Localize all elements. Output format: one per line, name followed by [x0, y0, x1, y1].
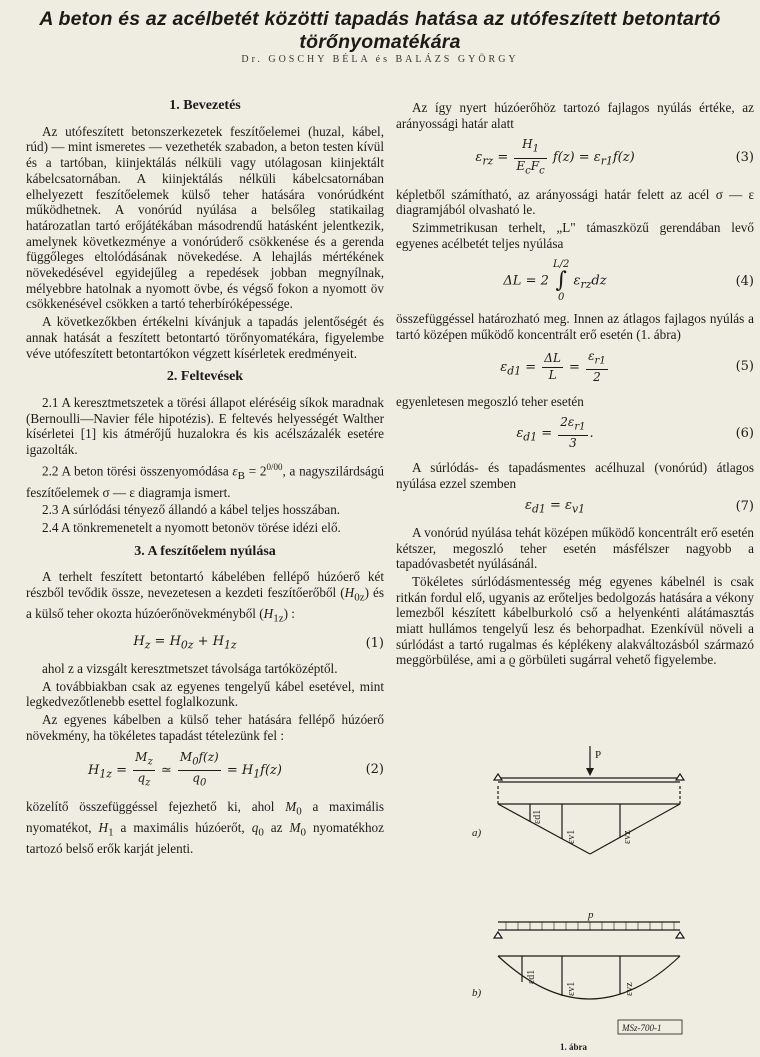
- paragraph: egyenletesen megoszló teher esetén: [396, 393, 584, 409]
- right-column: [396, 100, 754, 670]
- article-title: [0, 8, 760, 54]
- equation-number: (6): [735, 425, 754, 441]
- paragraph: Az utófeszített betonszerkezetek feszítőelemei (huzal, kábel, rúd) — mint ismeretes — vezetheték szabadon, a beton testen kívül és a tartóban, kiinjektálás nélküli vagy utólagosan kiinjektált kábelcsatornában. A kiinjektálás nélküli kábelcsatornában elhelyezett feszítőelemek külső teher hatására vonórúdként működhetnek. A vonórúd nyúlása a belsőleg statikailag határozatlan tartó erőjátékában másodrendű hatásként jelentkezik, amelynek következménye a vonórúderő csökkenése és a gerenda függőleges eltolódásának növekedése. A lehajlás mértékének növekedésével egyidejűleg a repedések jobban megnyílnak, mélyebbre hatolnak a nyomott övbe, és végső fokon a nyomott öv csökkenésével csökken a tartó teherbíróképessége.: [26, 123, 384, 312]
- paragraph: Szimmetrikusan terhelt, „L" támaszközű gerendában levő egyenes acélbetét teljes nyúlása: [396, 220, 754, 251]
- support-left-icon: [494, 774, 502, 780]
- paragraph: A következőkben értékelni kívánjuk a tapadás jelentőségét és annak hatását a feszített betontartó törőnyomatékára, figyelembe véve utófeszített betontartókon végzett kísérletek eredményeit.: [26, 314, 384, 361]
- label-eps-v1-b: εv1: [566, 981, 577, 996]
- equation-4: ΔL = 2 L/2 ∫ 0 $\varepsilon_{rz}dz$ (4): [503, 259, 754, 304]
- equation-number: (4): [735, 273, 754, 289]
- label-eps-d1: εd1: [532, 809, 543, 824]
- equation-1: $H_z = H_{0z} + H_{1z}$ (1): [133, 633, 384, 652]
- assumption-2-2: 2.2 A beton törési összenyomódása $\varepsilon_B = 2^{0/00}$, a nagyszilárdságú feszítőelemek σ — ε diagramja ismert.: [26, 461, 385, 500]
- left-column: [26, 96, 384, 859]
- paragraph: A vonórúd nyúlása tehát középen működő koncentrált erő esetén kétszer, megoszló teher esetén másfélszer nagyobb a tapadóvasbetét nyúlásánál.: [396, 524, 754, 572]
- section-heading-elongation: 3. A feszítőelem nyúlása: [134, 543, 276, 559]
- assumption-2-3: 2.3 A súrlódási tényező állandó a kábel teljes hosszában.: [42, 502, 341, 518]
- equation-6: $\varepsilon_{d1}$ = $\frac{2\varepsilon_{r1}}{3}$ . (6): [516, 415, 754, 451]
- authors: Dr. GOSCHY BÉLA és BALÁZS GYÖRGY: [241, 54, 519, 65]
- label-eps-vz-b: εvz: [624, 982, 635, 996]
- paragraph: Tökéletes súrlódásmentesség még egyenes kábelnél is csak ritkán fordul elő, ugyanis az erőteljes bedolgozás hatására a vékony lemezből készített kábelburkoló cső a helyenkénti alátámasztás miatt hullámos tengelyű lesz és behorpadhat. Ezenkívül növeli a súrlódást a tartó rugalmas és képlékeny alakváltozásból származó meggörbülése, ami a ϱ görbületi sugárral vehető figyelembe.: [396, 573, 754, 668]
- equation-number: (5): [735, 359, 754, 375]
- load-arrow-head: [586, 768, 594, 776]
- section-heading-introduction: 1. Bevezetés: [169, 98, 241, 113]
- label-eps-vz: εvz: [622, 830, 633, 844]
- title-line-1: A beton és az acélbetét közötti tapadás hatása az utófeszített betontartó: [39, 8, 721, 30]
- stamp-text: MSz-700-1: [622, 1023, 662, 1033]
- equation-5: $\varepsilon_{d1}$ = $\frac{\Delta L}{L}$ = $\frac{\varepsilon_{r1}}{2}$ (5): [500, 348, 754, 384]
- label-p: p: [588, 909, 594, 921]
- equation-2: $H_{1z}$ = $\frac{M_z}{q_z}$ ≃ $\frac{M_0f(z)}{q_0}$ = $H_1f(z)$ (2): [88, 749, 384, 788]
- equation-7: $\varepsilon_{d1} = \varepsilon_{v1}$ (7): [525, 497, 754, 516]
- equation-number: (1): [365, 635, 384, 651]
- assumption-2-1: 2.1 A keresztmetszetek a törési állapot eléréséig síkok maradnak (Bernoulli—Navier féle hipotézis). E feltevés helyességét Walther kísérletei [1] kis átmérőjű huzalokra és kis acélszázalék esetére igazolták.: [26, 394, 384, 458]
- equation-number: (2): [365, 762, 384, 778]
- paragraph: A súrlódás- és tapadásmentes acélhuzal (vonórúd) átlagos nyúlása ezzel szemben: [396, 460, 754, 491]
- paragraph: Az így nyert húzóerőhöz tartozó fajlagos nyúlás értéke, az arányossági határ alatt: [396, 100, 754, 131]
- support-left-icon: [494, 932, 502, 938]
- paragraph: A továbbiakban csak az egyenes tengelyű kábel esetével, mint legkedvezőtlenebb esettel foglalkozunk.: [26, 678, 384, 710]
- paragraph: Az egyenes kábelben a külső teher hatására fellépő húzóerő növekmény, ha tökéletes tapadást tételezünk fel :: [26, 712, 384, 743]
- diagram-a-right: [590, 804, 680, 854]
- diagram-a-left: [498, 804, 590, 854]
- equation-number: (7): [735, 499, 754, 515]
- paragraph: A terhelt feszített betontartó kábelében fellépő húzóerő két részből tevődik össze, nevezetesen a kezdeti feszítőerőből $(H_{0z})$ és a külső teher okozta húzóerőnövekményből $(H_{1z})$ :: [26, 569, 384, 625]
- title-line-2: törőnyomatékára: [299, 31, 461, 53]
- label-eps-d1-b: εd1: [526, 969, 537, 984]
- equation-number: (3): [735, 150, 754, 166]
- figure-1: [470, 744, 695, 1054]
- paragraph: összefüggéssel határozható meg. Innen az átlagos fajlagos nyúlás a tartó középen működő koncentrált erő esetén (1. ábra): [396, 311, 754, 343]
- paragraph: ahol z a vizsgált keresztmetszet távolsága tartóközéptől.: [42, 661, 338, 676]
- section-heading-assumptions: 2. Feltevések: [166, 369, 244, 385]
- figure-caption: 1. ábra: [560, 1042, 587, 1052]
- assumption-2-4: 2.4 A tönkremenetelt a nyomott betonöv törése idézi elő.: [42, 519, 341, 535]
- label-eps-v1: εv1: [566, 829, 577, 844]
- equation-3: $\varepsilon_{rz}$ = $\frac{H_1}{E_cF_c}$ $f(z) = \varepsilon_{r1}f(z)$ (3): [475, 137, 754, 176]
- label-a: a): [472, 827, 482, 839]
- support-right-icon: [676, 932, 684, 938]
- label-b: b): [472, 987, 482, 999]
- label-P: P: [595, 749, 602, 761]
- paragraph: képletből számítható, az arányossági határ felett az acél σ — ε diagramjából olvasható le.: [396, 186, 754, 218]
- paragraph: közelítő összefüggéssel fejezhető ki, ahol $M_0$ a maximális nyomatékot, $H_1$ a maximális húzóerőt, $q_0$ az $M_0$ nyomatékhoz tartozó belső erők karját jelenti.: [26, 798, 385, 857]
- support-right-icon: [676, 774, 684, 780]
